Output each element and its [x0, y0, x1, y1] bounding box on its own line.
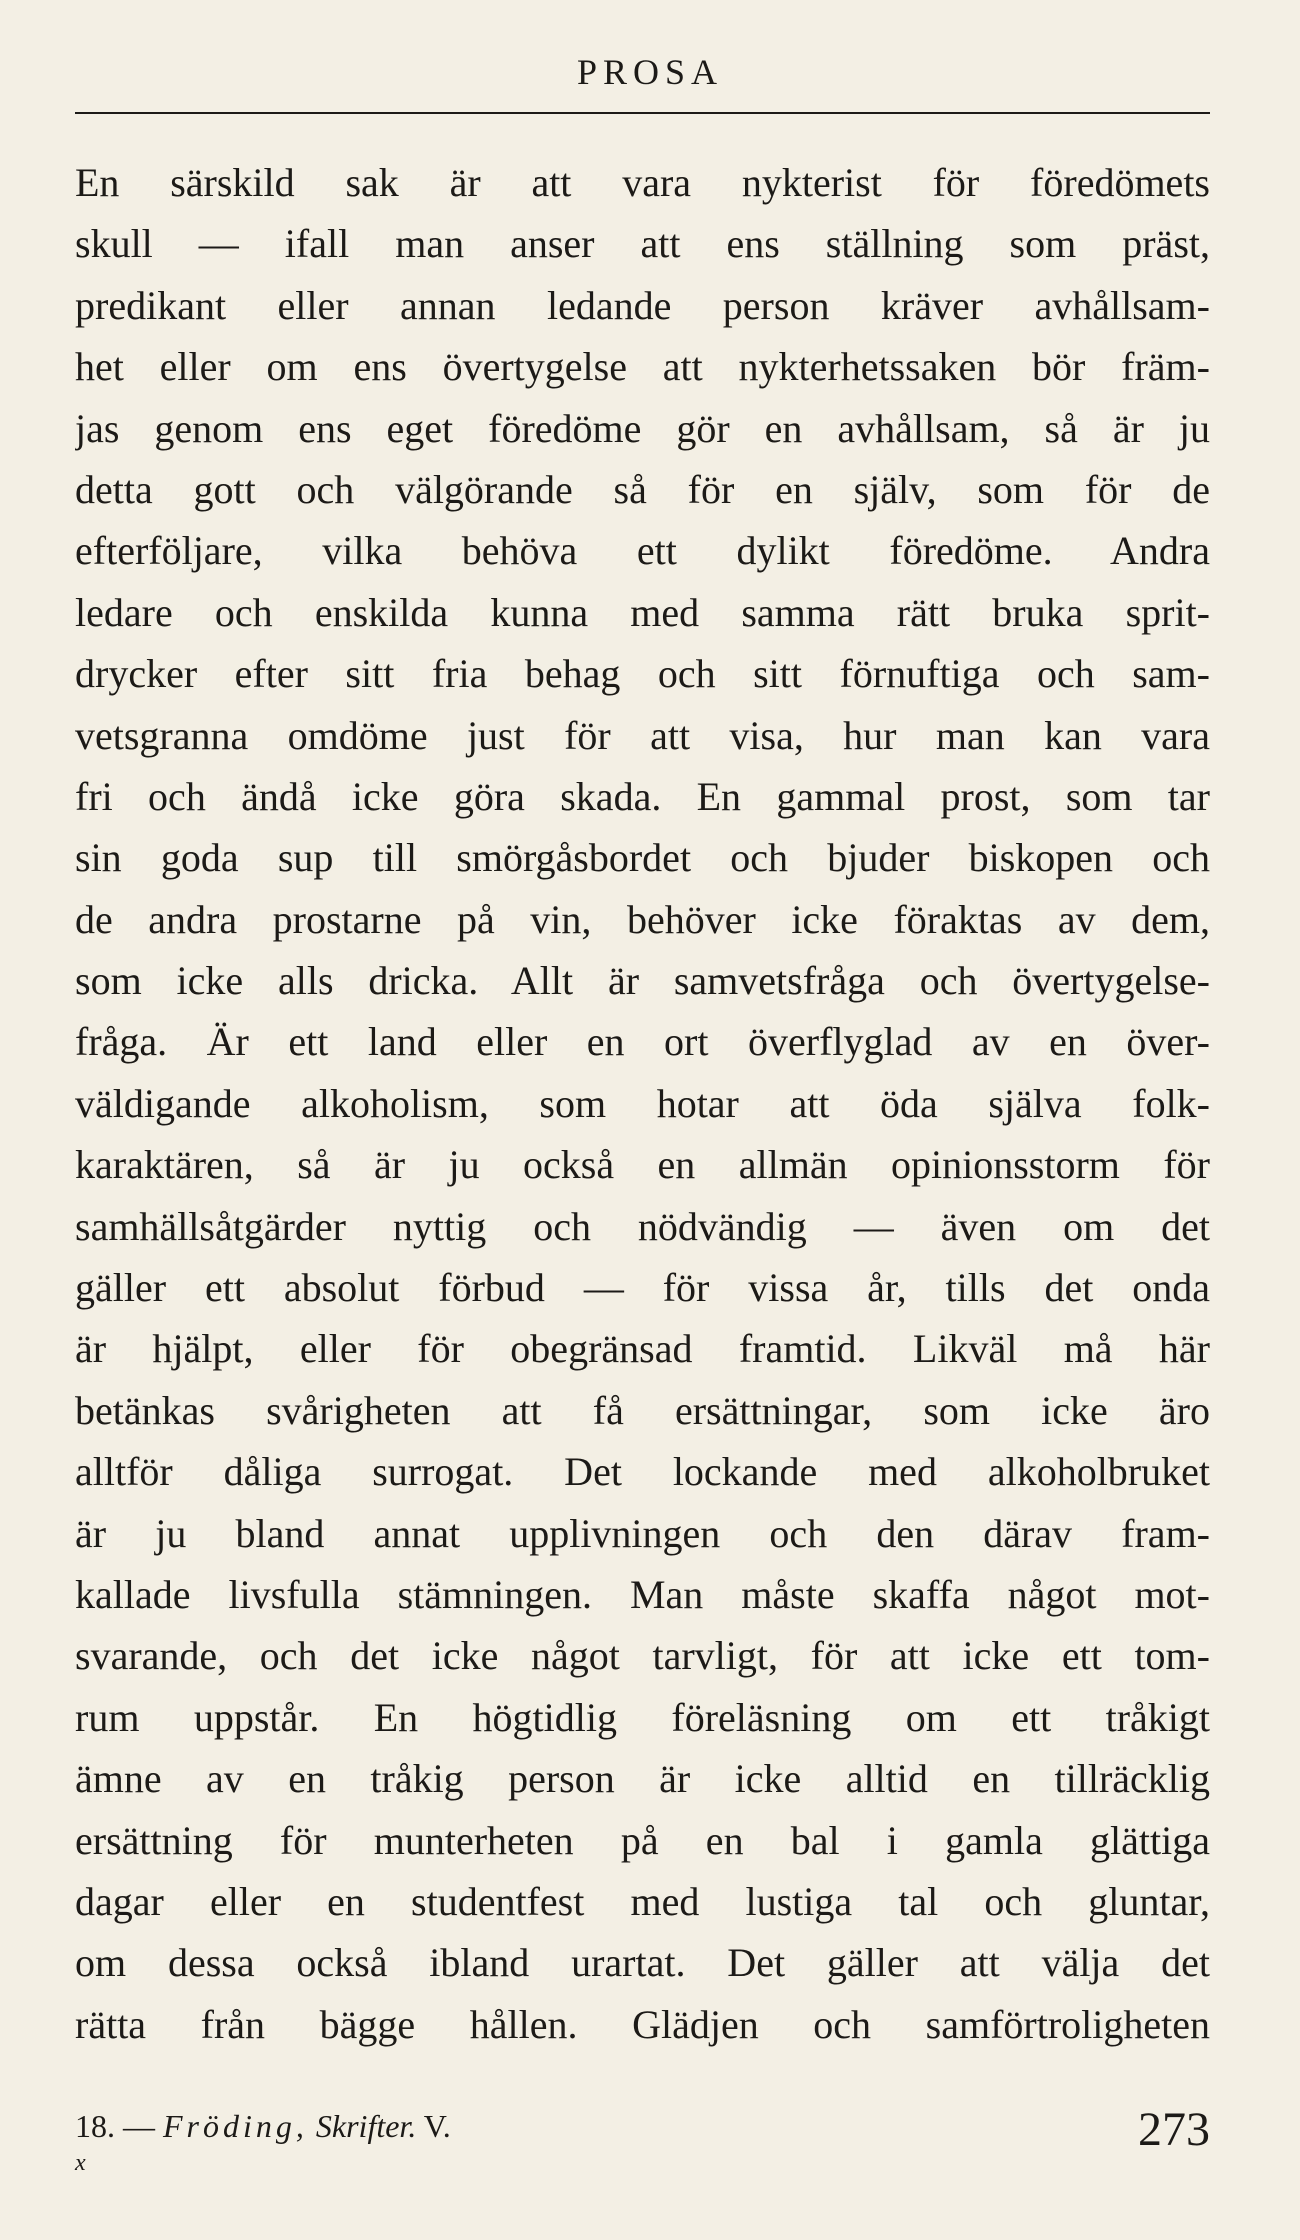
- text-line: skull — ifall man anser att ens ställning som präst,: [75, 221, 1210, 267]
- volume-number: V.: [423, 2108, 451, 2144]
- text-line: är hjälpt, eller för obegränsad framtid. Likväl må här: [75, 1326, 1210, 1372]
- text-line: fråga. Är ett land eller en ort överflyglad av en över-: [75, 1019, 1210, 1065]
- text-line: En särskild sak är att vara nykterist för föredömets: [75, 160, 1210, 205]
- text-line: detta gott och välgörande så för en själv, som för de: [75, 466, 1210, 512]
- text-line: om dessa också ibland urartat. Det gäller att välja det: [75, 1940, 1210, 1986]
- text-line: vetsgranna omdöme just för att visa, hur man kan vara: [75, 712, 1210, 758]
- text-line: betänkas svårigheten att få ersättningar, som icke äro: [75, 1387, 1210, 1433]
- text-line: väldigande alkoholism, som hotar att öda själva folk-: [75, 1080, 1210, 1126]
- text-line: ledare och enskilda kunna med samma rätt bruka sprit-: [75, 589, 1210, 635]
- text-line: dagar eller en studentfest med lustiga tal och gluntar,: [75, 1878, 1210, 1924]
- text-line: kallade livsfulla stämningen. Man måste skaffa något mot-: [75, 1571, 1210, 1617]
- text-line: rum uppstår. En högtidlig föreläsning om ett tråkigt: [75, 1694, 1210, 1740]
- page-footer: [75, 2100, 1210, 2176]
- text-line: gäller ett absolut förbud — för vissa år, tills det onda: [75, 1265, 1210, 1311]
- text-line: efterföljare, vilka behöva ett dylikt föredöme. Andra: [75, 528, 1210, 574]
- text-line: samhällsåtgärder nyttig och nödvändig — även om det: [75, 1203, 1210, 1249]
- body-text: [75, 152, 1210, 2055]
- running-head: PROSA: [576, 52, 724, 92]
- sheet-mark: x: [75, 2150, 86, 2176]
- text-line: jas genom ens eget föredöme gör en avhållsam, så är ju: [75, 405, 1210, 451]
- text-line: drycker efter sitt fria behag och sitt förnuftiga och sam-: [75, 651, 1210, 697]
- text-line: som icke alls dricka. Allt är samvetsfråga och övertygelse-: [75, 958, 1210, 1004]
- text-line: fri och ändå icke göra skada. En gammal prost, som tar: [75, 773, 1210, 819]
- signature-dash: —: [123, 2108, 155, 2144]
- text-line: ämne av en tråkig person är icke alltid en tillräcklig: [75, 1756, 1210, 1802]
- text-line: alltför dåliga surrogat. Det lockande med alkoholbruket: [75, 1449, 1210, 1495]
- text-line: het eller om ens övertygelse att nykterhetssaken bör främ-: [75, 344, 1210, 390]
- text-line: de andra prostarne på vin, behöver icke föraktas av dem,: [75, 896, 1210, 942]
- text-line: rätta från bägge hållen. Glädjen och samförtroligheten: [75, 2001, 1210, 2047]
- text-line: ersättning för munterheten på en bal i gamla glättiga: [75, 1817, 1210, 1863]
- printer-signature: [75, 2108, 451, 2145]
- text-line: predikant eller annan ledande person kräver avhållsam-: [75, 282, 1210, 328]
- text-line: svarande, och det icke något tarvligt, för att icke ett tom-: [75, 1633, 1210, 1679]
- author-name: Fröding,: [163, 2108, 308, 2144]
- page-number: 273: [1138, 2103, 1210, 2156]
- text-line: sin goda sup till smörgåsbordet och bjuder biskopen och: [75, 835, 1210, 881]
- sheet-number: 18.: [75, 2108, 115, 2144]
- text-line: är ju bland annat upplivningen och den därav fram-: [75, 1510, 1210, 1556]
- work-title: Skrifter.: [315, 2108, 417, 2144]
- header-rule: [75, 112, 1210, 114]
- text-line: karaktären, så är ju också en allmän opinionsstorm för: [75, 1142, 1210, 1188]
